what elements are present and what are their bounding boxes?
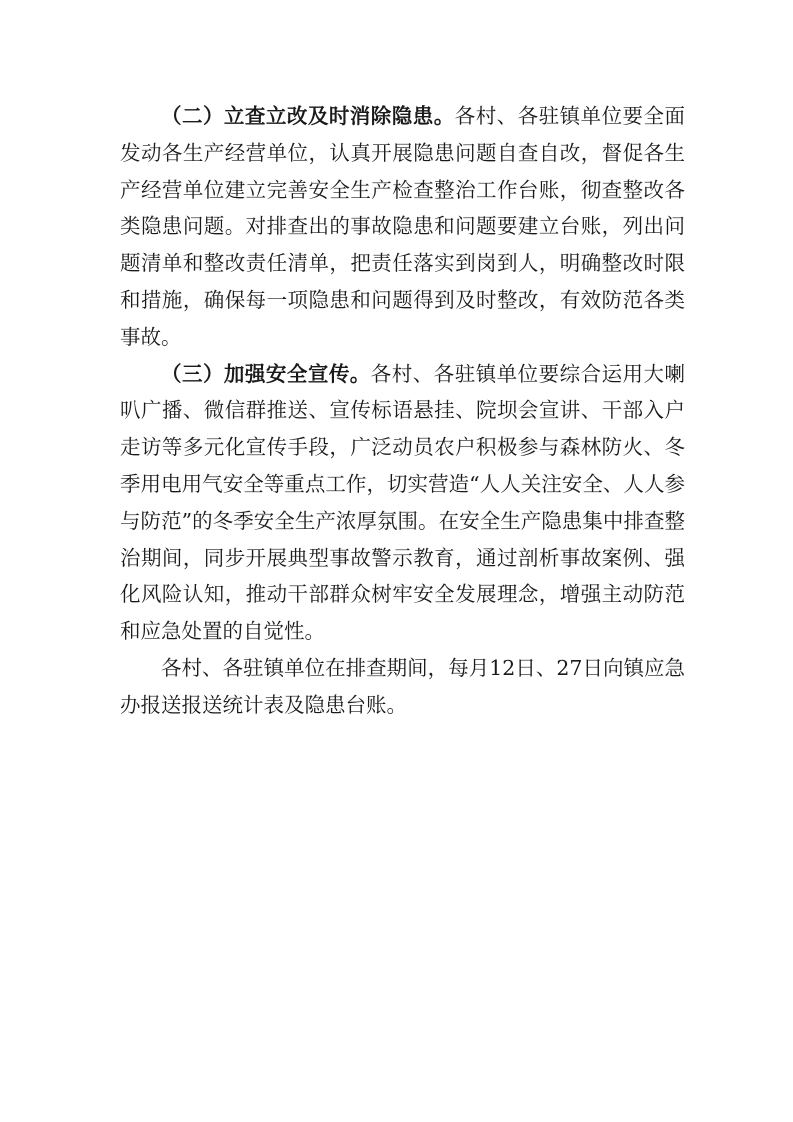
paragraph-publicity	[120, 356, 685, 650]
paragraph-text-rectification: 各村、各驻镇单位要全面发动各生产经营单位，认真开展隐患问题自查自改，督促各生产经营单位建立完善安全生产检查整治工作台账，彻查整改各类隐患问题。对排查出的事故隐患和问题要建立台账，列出问题清单和整改责任清单，把责任落实到岗到人，明确整改时限和措施，确保每一项隐患和问题得到及时整改，有效防范各类事故。	[120, 104, 686, 349]
paragraph-rectification	[120, 98, 685, 356]
document-body	[120, 98, 685, 724]
paragraph-text-reporting: 各村、各驻镇单位在排查期间，每月12日、27日向镇应急办报送报送统计表及隐患台账。	[120, 655, 685, 717]
section-heading-publicity: （三）加强安全宣传。	[161, 361, 371, 386]
section-heading-rectification: （二）立查立改及时消除隐患。	[161, 104, 455, 128]
paragraph-text-publicity: 各村、各驻镇单位要综合运用大喇叭广播、微信群推送、宣传标语悬挂、院坝会宣讲、干部入户走访等多元化宣传手段，广泛动员农户积极参与森林防火、冬季用电用气安全等重点工作，切实营造“人人关注安全、人人参与防范”的冬季安全生产浓厚氛围。在安全生产隐患集中排查整治期间，同步开展典型事故警示教育，通过剖析事故案例、强化风险认知，推动干部群众树牢安全发展理念，增强主动防范和应急处置的自觉性。	[120, 361, 686, 644]
paragraph-reporting	[120, 650, 685, 724]
